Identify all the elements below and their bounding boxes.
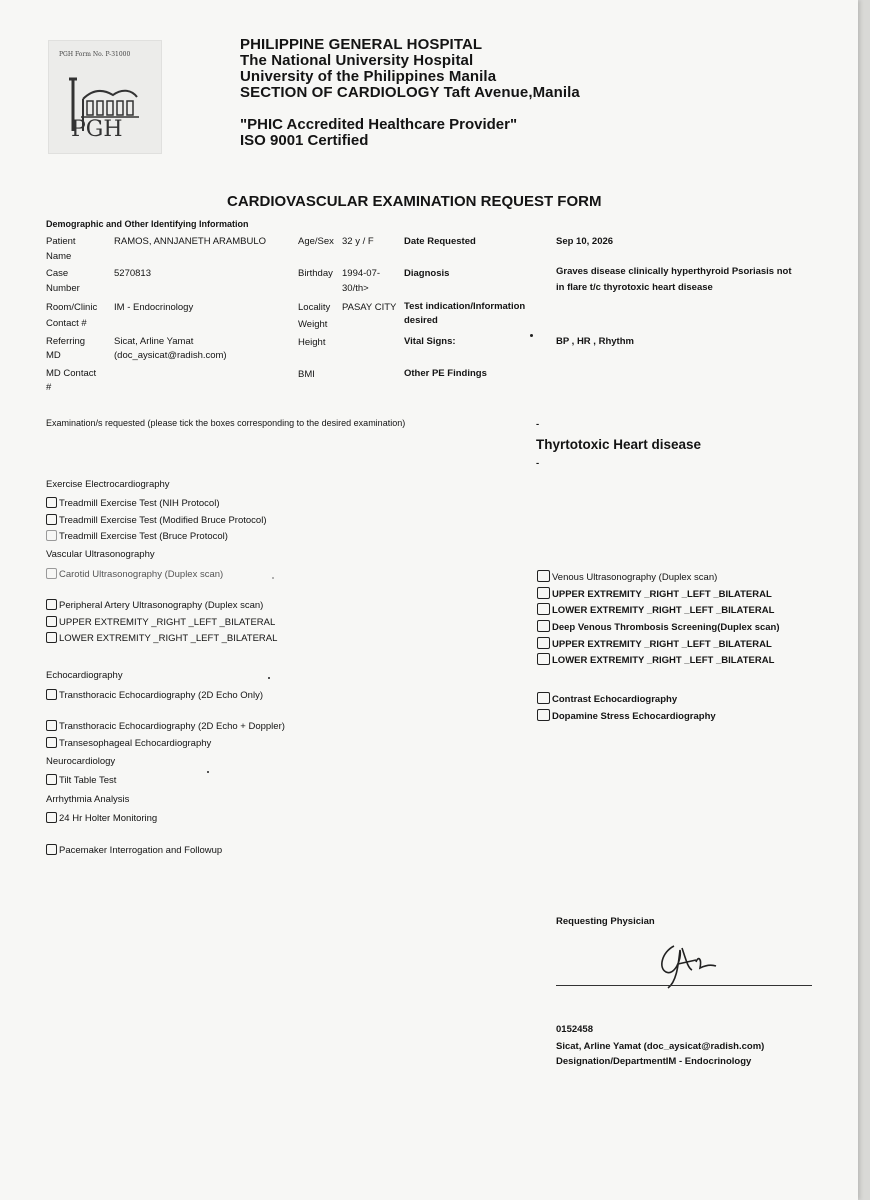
treadmill-bruce-label: Treadmill Exercise Test (Bruce Protocol) — [59, 531, 228, 542]
license-number: 0152458 — [556, 1024, 593, 1035]
treadmill-modified-label: Treadmill Exercise Test (Modified Bruce Protocol) — [59, 515, 267, 526]
referring-label-2: MD — [46, 350, 61, 361]
birthday-value-2: 30/th> — [342, 283, 369, 294]
tilt-table-option[interactable] — [46, 774, 116, 786]
peripheral-artery-option[interactable] — [46, 599, 263, 611]
venous-label: Venous Ultrasonography (Duplex scan) — [552, 572, 718, 583]
hospital-subtitle: The National University Hospital — [240, 52, 474, 69]
checkbox[interactable] — [537, 620, 550, 632]
treadmill-bruce-option[interactable] — [46, 530, 228, 542]
contrast-echo-option[interactable] — [537, 692, 677, 705]
contrast-echo-label: Contrast Echocardiography — [552, 694, 678, 705]
physician-name-email: Sicat, Arline Yamat (doc_aysicat@radish.com) — [556, 1041, 765, 1052]
upper-extremity-label: UPPER EXTREMITY _RIGHT _LEFT _BILATERAL — [59, 617, 276, 628]
diagnosis-value: Graves disease clinically hyperthyroid Psoriasis not — [556, 266, 792, 277]
neuro-header: Neurocardiology — [46, 756, 116, 767]
pacemaker-label: Pacemaker Interrogation and Followup — [59, 845, 223, 856]
bmi-label: BMI — [298, 369, 315, 380]
vital-signs-value: BP , HR , Rhythm — [556, 336, 634, 347]
checkbox[interactable] — [46, 514, 57, 525]
tee-label: Transesophageal Echocardiography — [59, 738, 212, 749]
dopamine-stress-option[interactable] — [537, 709, 716, 722]
checkbox[interactable] — [46, 497, 57, 508]
form-title: CARDIOVASCULAR EXAMINATION REQUEST FORM — [227, 193, 602, 210]
tee-option[interactable] — [46, 737, 211, 749]
height-label: Height — [298, 337, 326, 348]
university-name: University of the Philippines Manila — [240, 68, 497, 85]
iso-text: ISO 9001 Certified — [240, 132, 369, 149]
pacemaker-option[interactable] — [46, 844, 222, 856]
dvt-upper-label: UPPER EXTREMITY _RIGHT _LEFT _BILATERAL — [552, 639, 772, 650]
checkbox[interactable] — [46, 599, 57, 610]
lower-extremity-label: LOWER EXTREMITY _RIGHT _LEFT _BILATERAL — [59, 633, 278, 644]
indication-text: Thyrtotoxic Heart disease — [536, 437, 702, 452]
case-number: 5270813 — [114, 268, 151, 279]
checkbox[interactable] — [46, 530, 57, 541]
holter-label: 24 Hr Holter Monitoring — [59, 813, 158, 824]
venous-lower-option[interactable] — [537, 603, 774, 616]
dopamine-stress-label: Dopamine Stress Echocardiography — [552, 711, 716, 722]
vascular-header: Vascular Ultrasonography — [46, 549, 155, 560]
carotid-option[interactable] — [46, 568, 223, 580]
referring-email: (doc_aysicat@radish.com) — [114, 350, 227, 361]
designation: Designation/DepartmentIM - Endocrinology — [556, 1056, 752, 1067]
agesex-label: Age/Sex — [298, 236, 334, 247]
checkbox[interactable] — [46, 774, 57, 785]
locality-value: PASAY CITY — [342, 302, 397, 313]
dvt-option[interactable] — [537, 620, 780, 633]
room-label: Room/Clinic — [46, 302, 98, 313]
checkbox[interactable] — [46, 812, 57, 823]
venous-option[interactable] — [537, 570, 717, 583]
checkbox[interactable] — [537, 603, 550, 615]
treadmill-modified-option[interactable] — [46, 514, 267, 526]
treadmill-nih-label: Treadmill Exercise Test (NIH Protocol) — [59, 498, 220, 509]
demographics-section-label: Demographic and Other Identifying Information — [46, 219, 249, 229]
md-contact-label-2: # — [46, 382, 52, 393]
tte-doppler-label: Transthoracic Echocardiography (2D Echo + Doppler) — [59, 721, 285, 732]
signature-line — [556, 985, 812, 986]
venous-upper-option[interactable] — [537, 587, 772, 600]
date-requested-label: Date Requested — [404, 236, 476, 247]
signature-icon — [652, 938, 732, 990]
room-value: IM - Endocrinology — [114, 302, 194, 313]
case-label-2: Number — [46, 283, 80, 294]
patient-label-2: Name — [46, 251, 72, 262]
birthday-value: 1994-07- — [342, 268, 381, 279]
tte-doppler-option[interactable] — [46, 720, 285, 732]
carotid-label: Carotid Ultrasonography (Duplex scan) — [59, 569, 224, 580]
upper-extremity-option[interactable] — [46, 616, 275, 628]
contact-label: Contact # — [46, 318, 87, 329]
checkbox[interactable] — [537, 587, 550, 599]
echo-header: Echocardiography — [46, 670, 123, 681]
dvt-lower-label: LOWER EXTREMITY _RIGHT _LEFT _BILATERAL — [552, 655, 775, 666]
holter-option[interactable] — [46, 812, 157, 824]
accreditation-text: "PHIC Accredited Healthcare Provider" — [240, 116, 518, 133]
requesting-physician-label: Requesting Physician — [556, 916, 655, 927]
hospital-logo — [48, 40, 162, 154]
dvt-lower-option[interactable] — [537, 653, 774, 666]
weight-label: Weight — [298, 319, 328, 330]
dvt-upper-option[interactable] — [537, 637, 772, 650]
venous-upper-label: UPPER EXTREMITY _RIGHT _LEFT _BILATERAL — [552, 589, 772, 600]
diagnosis-label: Diagnosis — [404, 268, 450, 279]
treadmill-nih-option[interactable] — [46, 497, 219, 509]
diagnosis-value-2: in flare t/c thyrotoxic heart disease — [556, 282, 713, 293]
venous-lower-label: LOWER EXTREMITY _RIGHT _LEFT _BILATERAL — [552, 605, 775, 616]
hospital-name: PHILIPPINE GENERAL HOSPITAL — [240, 36, 483, 53]
peripheral-artery-label: Peripheral Artery Ultrasonography (Duplex scan) — [59, 600, 264, 611]
form-code: PGH Form No. P-31000 — [59, 51, 131, 58]
locality-label: Locality — [298, 302, 331, 313]
checkbox[interactable] — [537, 570, 550, 582]
section-address: SECTION OF CARDIOLOGY Taft Avenue,Manila — [240, 84, 580, 101]
dvt-label: Deep Venous Thrombosis Screening(Duplex scan) — [552, 622, 780, 633]
test-indication-label-2: desired — [404, 315, 438, 326]
date-requested-value: Sep 10, 2026 — [556, 236, 614, 247]
vital-signs-label: Vital Signs: — [404, 336, 456, 347]
checkbox[interactable] — [46, 844, 57, 855]
patient-label: Patient — [46, 236, 76, 247]
logo-text: PGH — [71, 117, 123, 142]
checkbox[interactable] — [46, 737, 57, 748]
checkbox[interactable] — [537, 709, 550, 721]
exercise-ecg-header: Exercise Electrocardiography — [46, 479, 170, 490]
other-pe-label: Other PE Findings — [404, 368, 487, 379]
referring-label: Referring — [46, 336, 86, 347]
lower-extremity-option[interactable] — [46, 632, 277, 644]
checkbox[interactable] — [537, 637, 550, 649]
checkbox[interactable] — [537, 653, 550, 665]
tilt-table-label: Tilt Table Test — [59, 775, 117, 786]
tte-2d-option[interactable] — [46, 689, 263, 701]
checkbox[interactable] — [46, 689, 57, 700]
patient-name: RAMOS, ANNJANETH ARAMBULO — [114, 236, 267, 247]
checkbox[interactable] — [46, 568, 57, 579]
tte-2d-label: Transthoracic Echocardiography (2D Echo Only) — [59, 690, 263, 701]
test-indication-label: Test indication/Information — [404, 301, 526, 312]
exam-instruction: Examination/s requested (please tick the boxes corresponding to the desired examination) — [46, 418, 406, 428]
indication-dash: - — [536, 419, 540, 430]
indication-dash-2: - — [536, 458, 540, 469]
checkbox[interactable] — [537, 692, 550, 704]
checkbox[interactable] — [46, 632, 57, 643]
checkbox[interactable] — [46, 720, 57, 731]
case-label: Case — [46, 268, 69, 279]
checkbox[interactable] — [46, 616, 57, 627]
referring-name: Sicat, Arline Yamat — [114, 336, 194, 347]
md-contact-label: MD Contact — [46, 368, 97, 379]
agesex-value: 32 y / F — [342, 236, 374, 247]
birthday-label: Birthday — [298, 268, 333, 279]
arrhythmia-header: Arrhythmia Analysis — [46, 794, 130, 805]
